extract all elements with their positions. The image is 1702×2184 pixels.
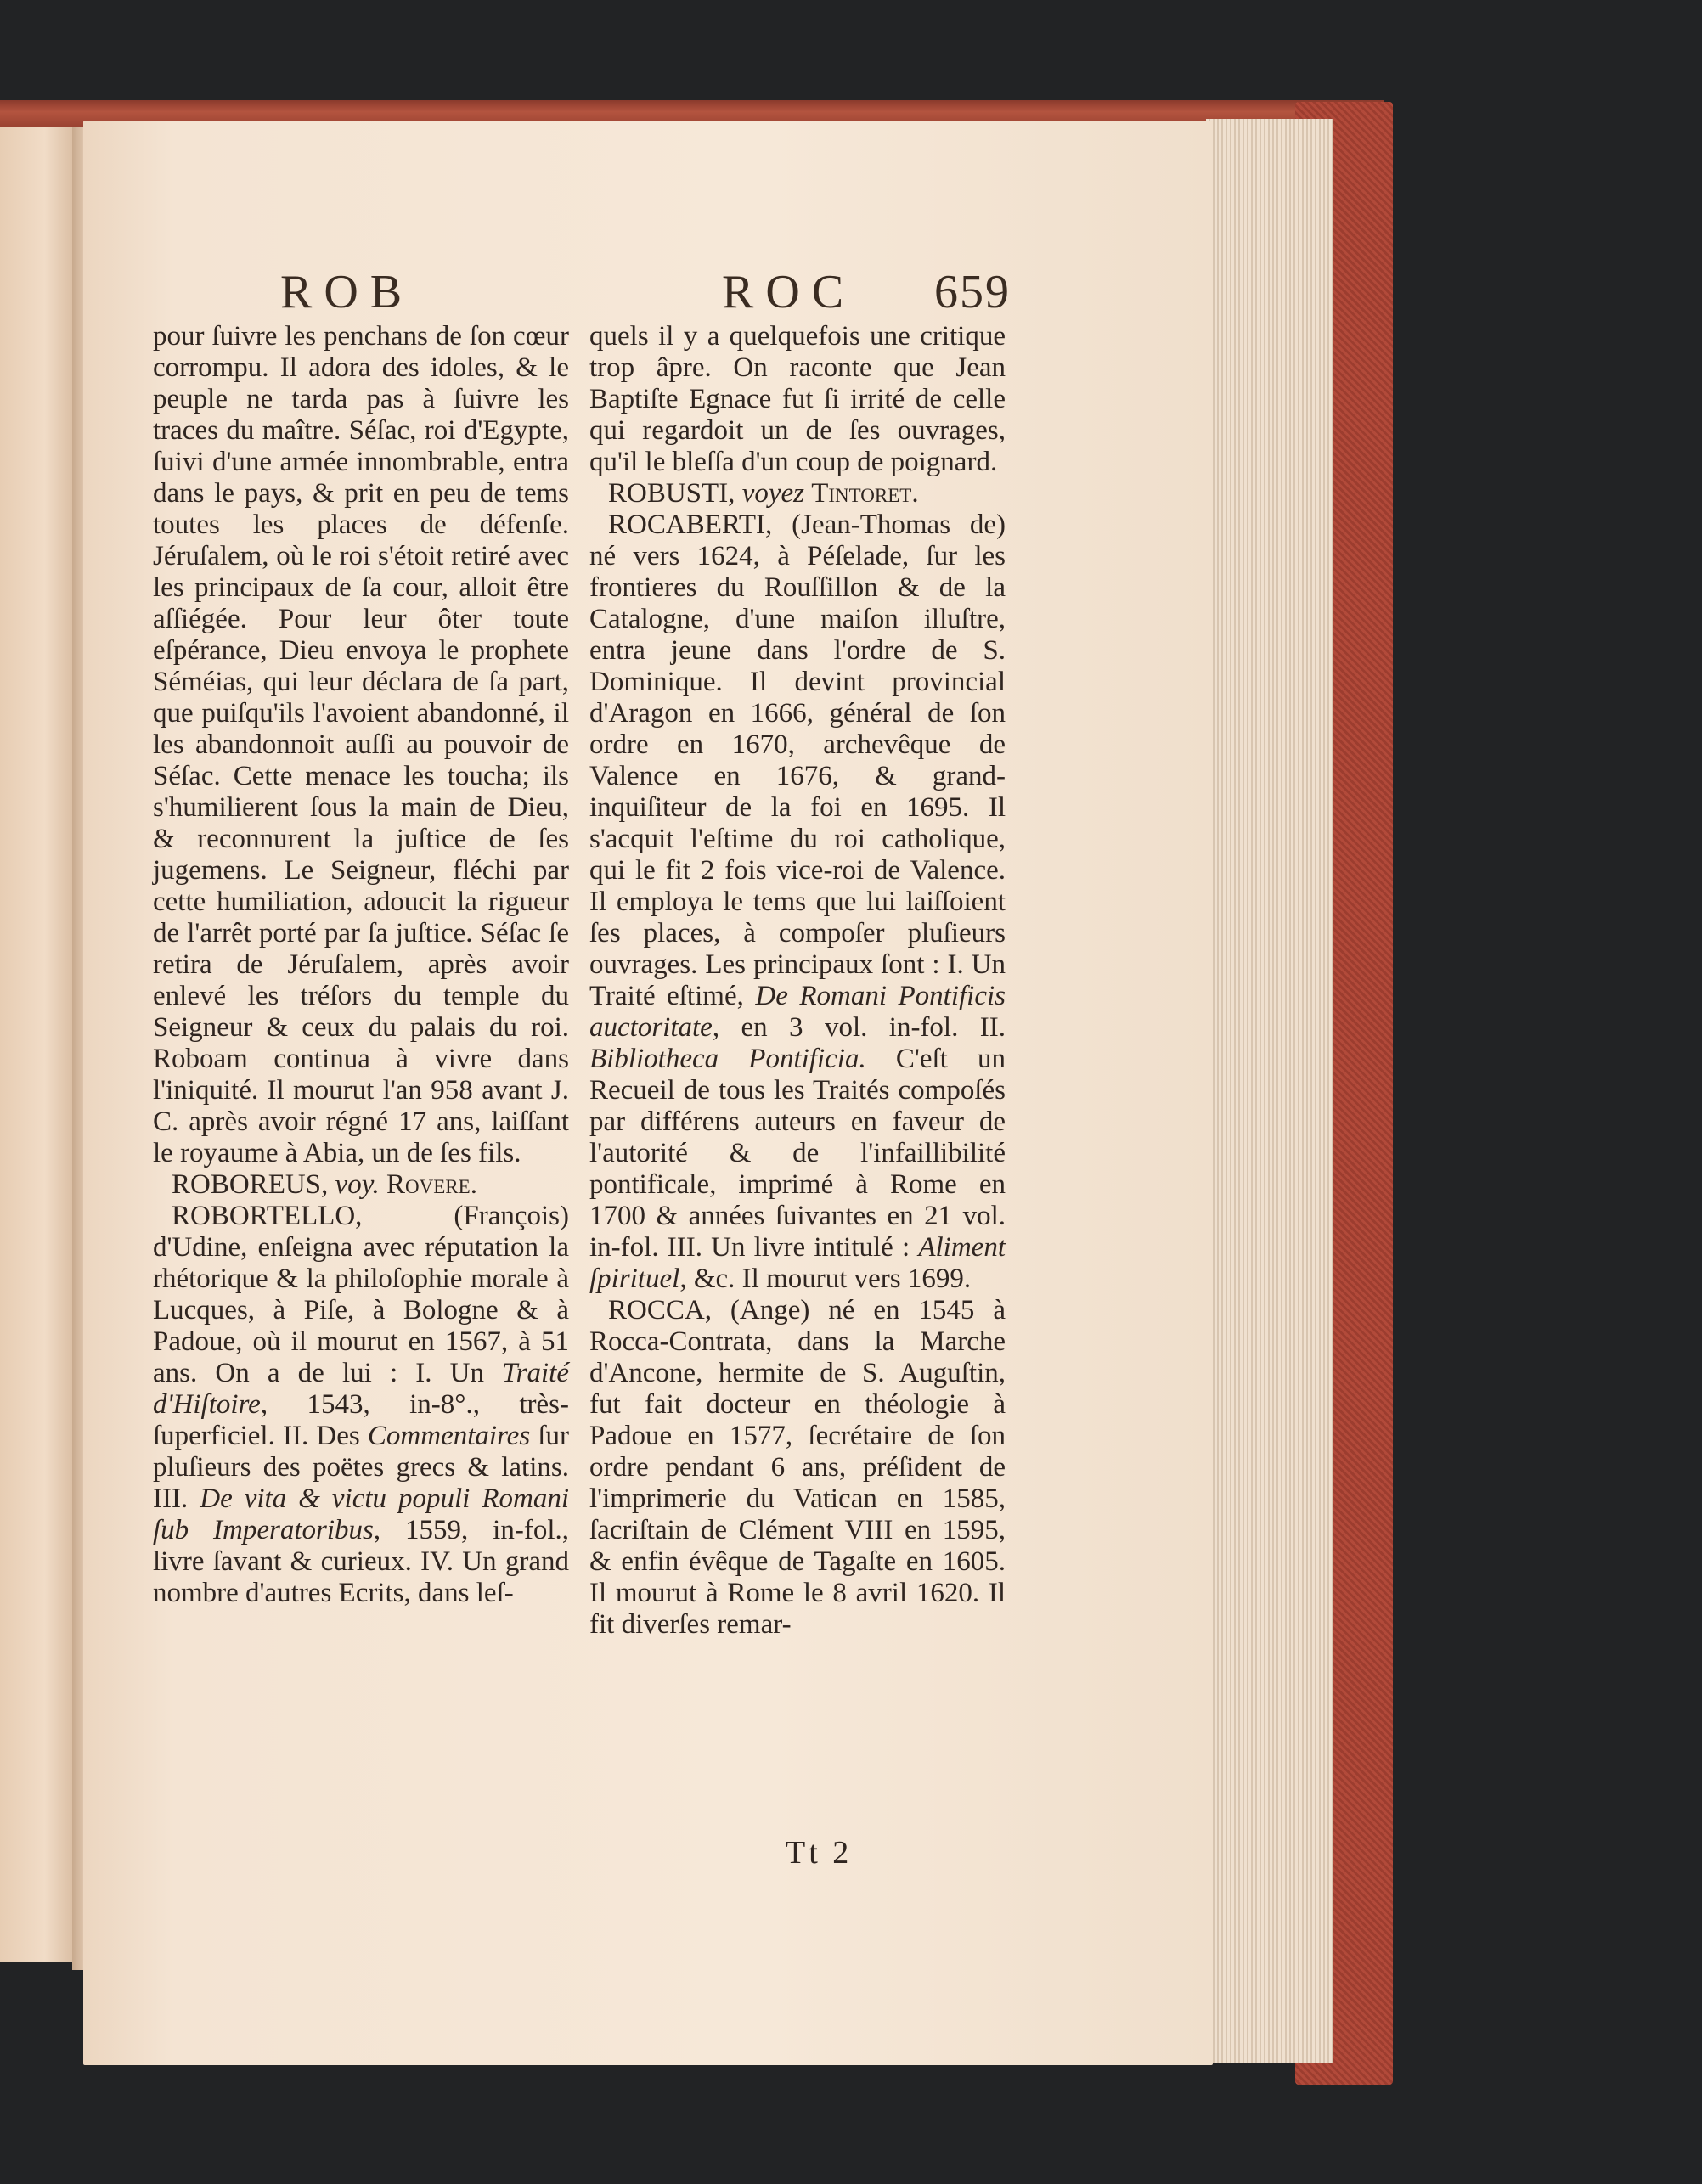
entry-text: ſur pluſieurs des poëtes grecs & latins. III. xyxy=(153,1421,570,1514)
work-title: Bibliotheca Pontificia. xyxy=(589,1044,866,1074)
entry-text: (Jean-Thomas de) né vers 1624, à Péſelade, ſur les frontieres du Rouſſillon & de la Catalogne, d'une maiſon illuſtre, entra jeune dans l'ordre de S. Dominique. Il devint provincial d'Aragon en 1666, général de ſon ordre en 1670, archevêque de Valence en 1676, & grand-inquiſiteur de la foi en 1695. Il s'acquit l'eſtime du roi catholique, qui le fit 2 fois vice-roi de Valence. Il employa le tems que lui laiſſoient ſes places, à compoſer pluſieurs ouvrages. Les principaux ſont : I. Un Traité eſtimé, xyxy=(589,509,1006,1011)
running-head-center: ROC xyxy=(722,266,856,318)
page-number: 659 xyxy=(934,266,1011,318)
cross-ref-target: Rovere. xyxy=(386,1169,477,1200)
entry-text: (Ange) né en 1545 à Rocca-Contrata, dans la Marche d'Ancone, hermite de S. Auguſtin, fut fait docteur en théologie à Padoue en 1577, ſecrétaire de ſon ordre pendant 6 ans, préſident de l'imprimerie du Vatican en 1585, ſacriſtain de Clément VIII en 1595, & enfin évêque de Tagaſte en 1605. Il mourut à Rome le 8 avril 1620. Il fit diverſes remar- xyxy=(589,1295,1006,1640)
entry-text: (François) d'Udine, enſeigna avec réputation la rhétorique & la philoſophie morale à Lucques, à Piſe, à Bologne & à Padoue, où il mourut en 1567, à 51 ans. On a de lui : I. Un xyxy=(153,1201,569,1388)
work-title: Traité d'Hiſtoire xyxy=(153,1358,569,1420)
cross-ref-marker: voy. xyxy=(335,1169,380,1200)
signature-mark: Tt 2 xyxy=(786,1835,853,1871)
entry-text: , en 3 vol. in-fol. II. xyxy=(712,1012,1006,1043)
entry-headword: ROBORTELLO, xyxy=(172,1201,363,1231)
page-block-edges xyxy=(1206,119,1333,2063)
entry-headword: ROCABERTI, xyxy=(608,509,773,540)
entry-roboam-continued: pour ſuivre les penchans de ſon cœur corrompu. Il adora des idoles, & le peuple ne tarda pas à ſuivre les traces du maître. Séſac, roi d'Egypte, ſuivi d'une armée innombrable, entra dans le pays, & prit en peu de tems toutes les places de défenſe. Jéruſalem, où le roi s'étoit retiré avec les principaux de ſa cour, alloit être aſſiégée. Pour leur ôter toute eſpérance, Dieu envoya le prophete Séméias, qui leur déclara de ſa part, que puiſqu'ils l'avoient abandonné, il les abandonnoit auſſi au pouvoir de Séſac. Cette menace les toucha; ils s'humilierent ſous la main de Dieu, & reconnurent la juſtice de ſes jugemens. Le Seigneur, fléchi par cette humiliation, adoucit la rigueur de l'arrêt porté par ſa juſtice. Séſac ſe retira de Jéruſalem, après avoir enlevé les tréſors du temple du Seigneur & ceux du palais du roi. Roboam continua à vivre dans l'iniquité. Il mourut l'an 958 avant J. C. après avoir régné 17 ans, laiſſant le royaume à Abia, un de ſes fils. xyxy=(153,321,569,1168)
running-head-left: ROB xyxy=(280,266,414,318)
entry-text: , 1543, in-8°., très-ſuperficiel. II. Des xyxy=(153,1389,569,1451)
entry-roboreus xyxy=(153,1169,569,1201)
entry-text: C'eſt un Recueil de tous les Traités compoſés par différens auteurs en faveur de l'autorité & de l'infaillibilité pontificale, imprimé à Rome en 1700 & années ſuivantes en 21 vol. in-fol. III. Un livre intitulé : xyxy=(589,1044,1006,1263)
entry-headword: ROCCA, xyxy=(608,1295,712,1326)
facing-page-edge xyxy=(0,127,75,1962)
entry-rocca xyxy=(589,1295,1006,1641)
entry-text: , &c. Il mourut vers 1699. xyxy=(679,1264,972,1294)
cross-ref-marker: voyez xyxy=(741,478,804,509)
entry-rocaberti xyxy=(589,509,1006,1295)
entry-headword: ROBOREUS, xyxy=(172,1169,329,1200)
column-right xyxy=(589,321,1006,1641)
column-left xyxy=(153,321,569,1609)
work-title: De Romani Pontificis auctoritate xyxy=(589,981,1006,1043)
work-title: De vita & victu populi Romani ſub Imperatoribus xyxy=(153,1483,570,1545)
work-title: Commentaires xyxy=(367,1421,531,1451)
entry-headword: ROBUSTI, xyxy=(608,478,735,509)
work-title: Aliment ſpirituel xyxy=(589,1232,1006,1294)
entry-text: , 1559, in-fol., livre ſavant & curieux. IV. Un grand nombre d'autres Ecrits, dans leſ- xyxy=(153,1515,569,1608)
cross-ref-target: Tintoret. xyxy=(811,478,919,509)
entry-robortello-continued: quels il y a quelquefois une critique trop âpre. On raconte que Jean Baptiſte Egnace fut ſi irrité de celle qui regardoit un de ſes ouvrages, qu'il le bleſſa d'un coup de poignard. xyxy=(589,321,1006,477)
entry-robusti xyxy=(589,478,1006,509)
entry-robortello xyxy=(153,1201,569,1609)
